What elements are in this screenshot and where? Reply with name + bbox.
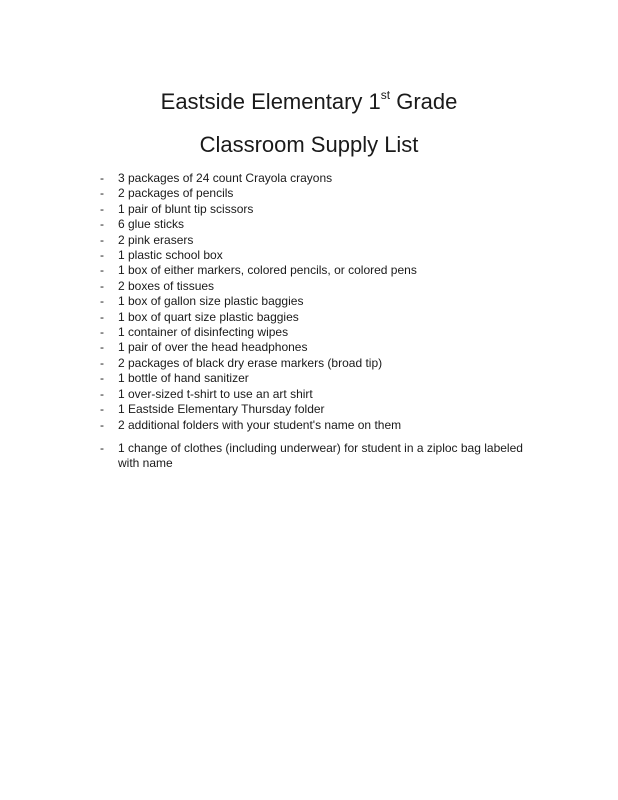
list-item (100, 325, 540, 340)
page-title (0, 89, 618, 115)
bullet-dash: - (100, 201, 104, 216)
list-item (100, 294, 540, 309)
bullet-dash: - (100, 217, 104, 232)
bullet-dash: - (100, 186, 104, 201)
list-item-text: 1 container of disinfecting wipes (118, 325, 289, 340)
bullet-dash: - (100, 232, 104, 247)
bullet-dash: - (100, 171, 104, 185)
bullet-dash: - (100, 294, 104, 309)
bullet-dash: - (100, 248, 104, 263)
bullet-dash: - (100, 309, 104, 324)
list-item (100, 371, 540, 386)
list-item (100, 233, 540, 248)
list-item (100, 279, 540, 294)
list-item-text: 1 plastic school box (118, 248, 223, 263)
title-text-end: Grade (390, 89, 458, 114)
list-item (100, 340, 540, 355)
bullet-dash: - (100, 355, 104, 370)
list-item-text: 2 packages of black dry erase markers (broad tip) (118, 355, 383, 370)
list-item-text: 1 Eastside Elementary Thursday folder (118, 402, 325, 417)
list-item (100, 202, 540, 217)
list-item-text: 1 box of either markers, colored pencils, or colored pens (118, 263, 417, 278)
page-subtitle: Classroom Supply List (199, 132, 419, 157)
list-item-text: 1 bottle of hand sanitizer (118, 371, 249, 386)
list-item (100, 441, 540, 472)
bullet-dash: - (100, 402, 104, 417)
list-item-text: 1 box of quart size plastic baggies (118, 309, 299, 324)
bullet-dash: - (100, 325, 104, 340)
list-item-text: 1 pair of over the head headphones (118, 340, 308, 355)
list-item (100, 387, 540, 402)
list-item-text: 3 packages of 24 count Crayola crayons (118, 171, 333, 185)
list-item-text: 1 change of clothes (including underwear) for student in a ziploc bag labeled with name (118, 440, 523, 471)
list-item-text: 1 pair of blunt tip scissors (118, 201, 254, 216)
list-item-text: 2 boxes of tissues (118, 278, 215, 293)
list-item-text: 2 pink erasers (118, 232, 194, 247)
list-item (100, 248, 540, 263)
list-item (100, 402, 540, 417)
list-item-text: 1 box of gallon size plastic baggies (118, 294, 304, 309)
supply-list (100, 171, 540, 472)
list-item-text: 2 packages of pencils (118, 186, 234, 201)
title-superscript: st (380, 88, 391, 102)
bullet-dash: - (100, 263, 104, 278)
list-item (100, 310, 540, 325)
list-item (100, 186, 540, 201)
list-item-text: 6 glue sticks (118, 217, 185, 232)
bullet-dash: - (100, 340, 104, 355)
bullet-dash: - (100, 440, 104, 455)
list-item (100, 356, 540, 371)
list-item (100, 171, 540, 186)
bullet-dash: - (100, 386, 104, 401)
bullet-dash: - (100, 278, 104, 293)
list-item-text: 2 additional folders with your student's name on them (118, 417, 402, 432)
bullet-dash: - (100, 371, 104, 386)
list-item (100, 263, 540, 278)
title-text: Eastside Elementary 1 (160, 89, 381, 114)
list-item (100, 217, 540, 232)
list-item (100, 418, 540, 433)
bullet-dash: - (100, 417, 104, 432)
list-item-text: 1 over-sized t-shirt to use an art shirt (118, 386, 313, 401)
